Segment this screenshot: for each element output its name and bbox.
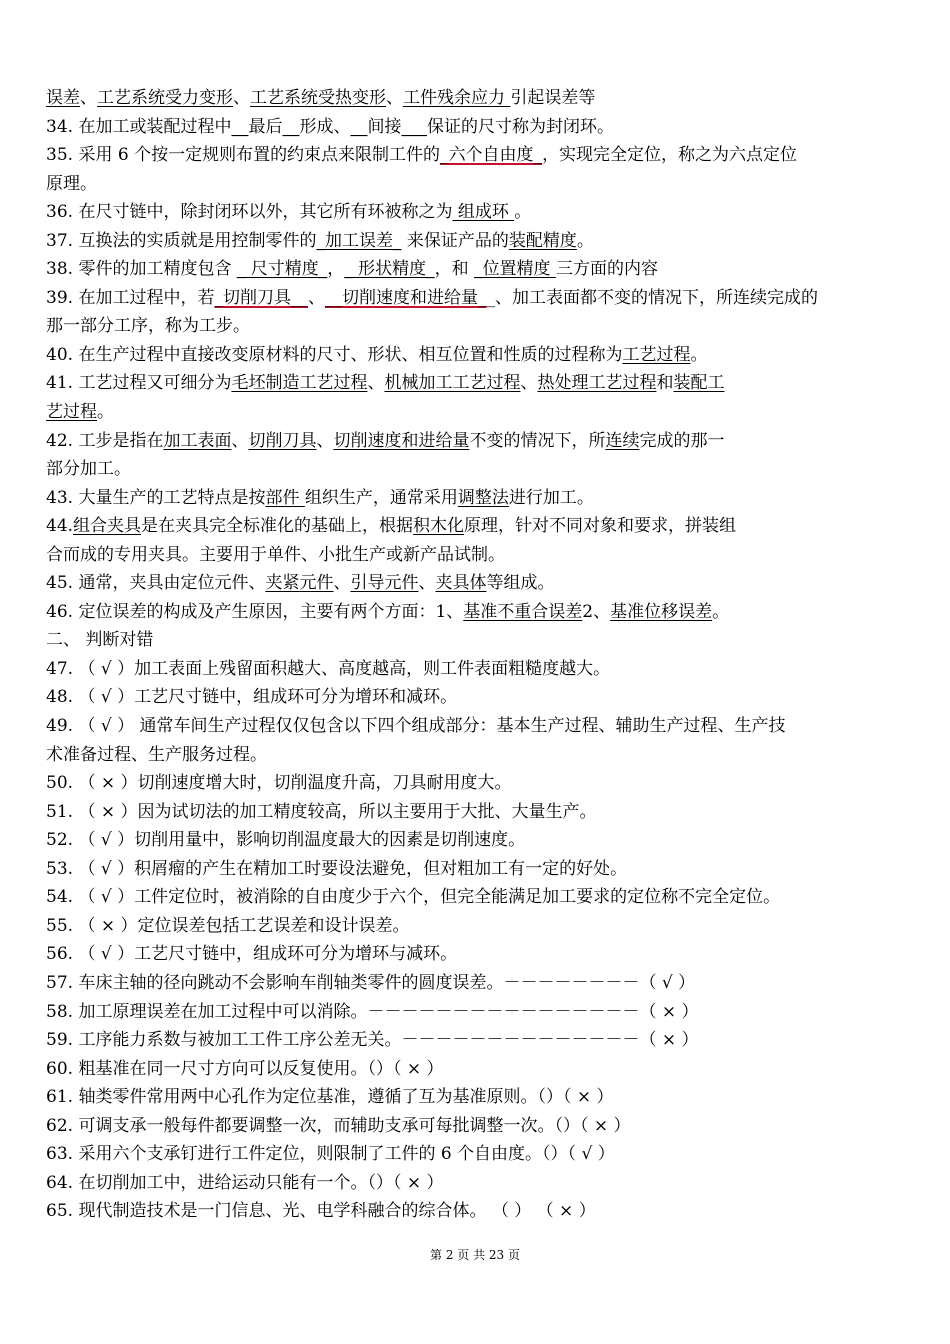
text-run: 、 [367,373,385,394]
text-run: 、 [386,88,403,108]
text-run: 、 [333,573,351,594]
text-line [46,141,908,170]
text-run: 来保证产品的 [401,230,509,251]
text-run: 和 [656,373,674,394]
text-line [46,284,908,313]
underlined-answer: 误差 [46,88,80,108]
text-line [46,1140,908,1169]
document-body [46,84,908,1226]
text-run: 39. 在加工过程中，若 [46,287,215,308]
text-run: 是在夹具完全标准化的基础上，根据 [141,516,414,537]
text-run: 47. （ √ ）加工表面上残留面积越大、高度越高，则工件表面粗糙度越大。 [46,658,611,679]
text-run: 、 [418,573,436,594]
text-run: 56. （ √ ）工艺尺寸链中，组成环可分为增环与减环。 [46,944,458,965]
text-line [46,741,908,770]
text-run: 、 [316,430,334,451]
text-run: 43. 大量生产的工艺特点是按 [46,487,266,508]
text-line [46,712,908,741]
underlined-answer: 部件 [265,487,305,508]
text-run: 进行加工。 [508,487,594,508]
text-run: 41. 工艺过程又可细分为 [46,373,232,394]
underlined-answer: _切削刀具__ [214,287,308,308]
text-line [46,855,908,884]
text-run: 50. （ × ）切削速度增大时，切削温度升高，刀具耐用度大。 [46,773,512,794]
underlined-answer: _ 尺寸精度_ [236,259,328,280]
underlined-answer: 工件残余应力 [403,88,511,108]
underlined-answer: 装配工 [673,373,725,394]
text-line [46,940,908,969]
text-run: 。 [514,202,532,223]
text-line [46,769,908,798]
text-run: 46. 定位误差的构成及产生原因，主要有两个方面：1、 [46,601,464,622]
underlined-answer: 装配精度 [508,230,577,251]
text-run: ，和 [434,259,475,280]
text-line [46,883,908,912]
text-line [46,227,908,256]
underlined-answer: _六个自由度_ [440,145,543,166]
text-run: 35. 采用 6 个按一定规则布置的约束点来限制工件的 [46,145,441,166]
text-line [46,683,908,712]
text-run: 62. 可调支承一般每件都要调整一次，而辅助支承可每批调整一次。（）（ × ） [46,1115,631,1136]
text-run: 61. 轴类零件常用两中心孔作为定位基准，遵循了互为基准原则。（）（ × ） [46,1087,614,1108]
text-run: 最后 [248,116,283,137]
text-run: 51. （ × ）因为试切法的加工精度较高，所以主要用于大批、大量生产。 [46,801,597,822]
text-line [46,369,908,398]
text-run: 58. 加工原理误差在加工过程中可以消除。－－－－－－－－－－－－－－－－（ × ） [46,1001,699,1022]
underlined-answer: __ [282,116,300,137]
underlined-answer: 组合夹具 [73,516,142,537]
text-run: 、 [233,88,250,108]
text-run: ， [327,259,345,280]
text-run: 、 [231,430,249,451]
text-line [46,341,908,370]
text-line [46,455,908,484]
underlined-answer: 切削刀具 [248,430,317,451]
text-line [46,484,908,513]
text-line [46,255,908,284]
text-run: 、 [307,287,325,308]
text-run: 45. 通常，夹具由定位元件、 [46,573,266,594]
underlined-answer: 积木化 [413,516,465,537]
text-line [46,912,908,941]
page-footer: 第 2 页 共 23 页 [430,1248,520,1262]
text-run: 等组成。 [486,573,555,594]
text-run: _、加工表面都不变的情况下，所连续完成的 [486,287,818,308]
text-line [46,398,908,427]
text-run: 38. 零件的加工精度包含 [46,259,237,280]
text-line [46,826,908,855]
text-run: ，实现完全定位，称之为六点定位 [542,145,798,166]
text-run: 三方面的内容 [555,259,658,280]
text-run: 53. （ √ ）积屑瘤的产生在精加工时要设法避免，但对粗加工有一定的好处。 [46,858,628,879]
text-run: 48. （ √ ）工艺尺寸链中，组成环可分为增环和减环。 [46,687,458,708]
underlined-answer: 组成环 [452,202,515,223]
text-run: 不变的情况下，所 [469,430,606,451]
text-run: 引起误差等 [510,88,596,108]
text-run: 34. 在加工或装配过程中 [46,116,232,137]
underlined-answer: 工艺过程 [622,344,691,365]
underlined-answer: 连续 [605,430,640,451]
underlined-answer: __ [231,116,249,137]
text-run: 组织生产，通常采用 [304,487,458,508]
underlined-answer: _ 形状精度_ [344,259,435,280]
text-run: 保证的尺寸称为封闭环。 [426,116,614,137]
underlined-answer: 基准不重合误差 [463,601,583,622]
underlined-answer: _加工误差_ [316,230,402,251]
text-run: 间接 [367,116,402,137]
text-run: 术准备过程、生产服务过程。 [46,744,267,765]
text-run: 形成、 [299,116,351,137]
text-run: 49. （ √ ） 通常车间生产过程仅仅包含以下四个组成部分：基本生产过程、辅助生产过程、生产技 [46,716,786,737]
text-line [46,312,908,341]
underlined-answer: 引导元件 [350,573,419,594]
text-line [46,427,908,456]
text-run: 、 [80,88,97,108]
underlined-answer: __切削速度和进给量_ [324,287,487,308]
underlined-answer: 工艺系统受热变形 [250,88,386,108]
text-run: 完成的那一 [639,430,725,451]
text-run: 54. （ √ ）工件定位时，被消除的自由度少于六个，但完全能满足加工要求的定位称不完全定位。 [46,887,781,908]
underlined-answer: 夹具体 [435,573,487,594]
text-line [46,1197,908,1226]
text-line [46,1055,908,1084]
text-line [46,113,908,142]
text-line [46,541,908,570]
text-line [46,569,908,598]
underlined-answer: 机械加工工艺过程 [384,373,521,394]
underlined-answer: 加工表面 [163,430,232,451]
text-run: 40. 在生产过程中直接改变原材料的尺寸、形状、相互位置和性质的过程称为 [46,344,623,365]
underlined-answer: 艺过程 [46,402,97,423]
text-run: 63. 采用六个支承钉进行工件定位，则限制了工件的 6 个自由度。（）（ √ ） [46,1144,615,1165]
text-run: 60. 粗基准在同一尺寸方向可以反复使用。（）（ × ） [46,1058,444,1079]
text-run: 36. 在尺寸链中，除封闭环以外，其它所有环被称之为 [46,202,453,223]
text-line [46,798,908,827]
text-run: 。 [690,344,708,365]
text-line [46,655,908,684]
text-line [46,1083,908,1112]
text-run: 二、 判断对错 [46,630,154,651]
underlined-answer: _位置精度 [474,259,556,280]
underlined-answer: 夹紧元件 [265,573,334,594]
text-line [46,198,908,227]
text-line [46,512,908,541]
text-run: 原理。 [46,173,97,194]
text-run: 原理，针对不同对象和要求，拼装组 [464,516,737,537]
text-run: 59. 工序能力系数与被加工工件工序公差无关。－－－－－－－－－－－－－－（ × ） [46,1030,699,1051]
text-run: 。 [97,402,114,423]
text-line [46,1169,908,1198]
text-run: 、 [520,373,538,394]
text-run: 64. 在切削加工中，进给运动只能有一个。（）（ × ） [46,1172,444,1193]
text-run: 合而成的专用夹具。主要用于单件、小批生产或新产品试制。 [46,544,505,565]
underlined-answer: 切削速度和进给量 [333,430,470,451]
underlined-answer: 基准位移误差 [610,601,713,622]
text-run: 。 [712,601,730,622]
text-run: 部分加工。 [46,459,131,480]
text-run: 2、 [582,601,611,622]
text-line [46,84,908,113]
underlined-answer: 工艺系统受力变形 [97,88,233,108]
text-line [46,998,908,1027]
underlined-answer: 热处理工艺过程 [537,373,657,394]
text-run: 57. 车床主轴的径向跳动不会影响车削轴类零件的圆度误差。－－－－－－－－（ √ ） [46,972,696,993]
text-run: 37. 互换法的实质就是用控制零件的 [46,230,317,251]
text-line [46,1026,908,1055]
text-run: 55. （ × ）定位误差包括工艺误差和设计误差。 [46,915,410,936]
text-line [46,626,908,655]
underlined-answer: 调整法 [457,487,509,508]
text-run: 42. 工步是指在 [46,430,164,451]
text-line [46,1112,908,1141]
text-run: 65. 现代制造技术是一门信息、光、电学科融合的综合体。 （ ） （ × ） [46,1201,596,1222]
text-run: 。 [576,230,594,251]
text-run: 44. [46,516,74,537]
text-line [46,969,908,998]
underlined-answer: __ [350,116,368,137]
text-run: 52. （ √ ）切削用量中，影响切削温度最大的因素是切削速度。 [46,830,526,851]
text-line [46,598,908,627]
text-line [46,170,908,199]
underlined-answer: ___ [401,116,427,137]
underlined-answer: 毛坯制造工艺过程 [231,373,368,394]
text-run: 那一部分工序，称为工步。 [46,316,250,337]
